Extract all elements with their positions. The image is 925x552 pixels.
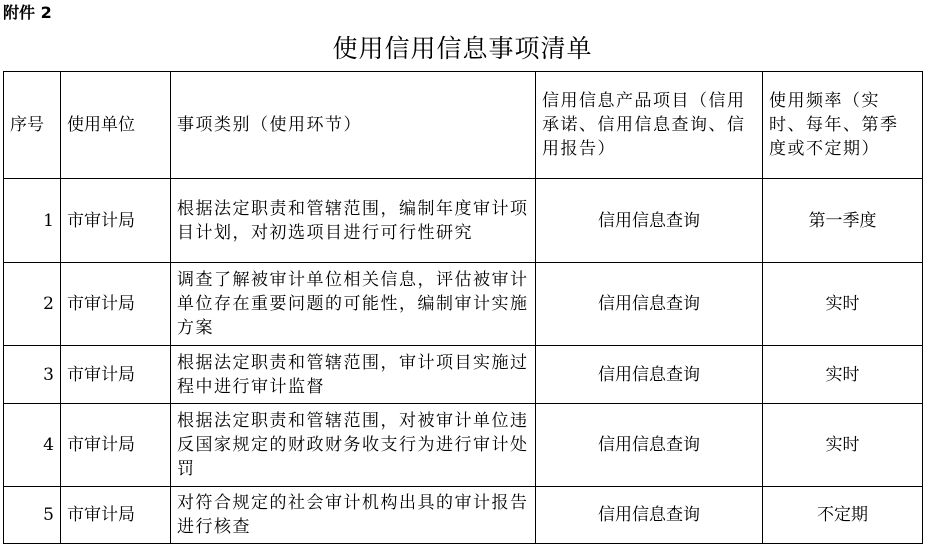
credit-usage-table (3, 71, 923, 544)
row-product: 信用信息查询 (536, 346, 763, 404)
row-unit: 市审计局 (61, 179, 171, 263)
table-header-row (4, 72, 923, 179)
header-no: 序号 (4, 72, 61, 179)
row-no: 3 (4, 346, 61, 404)
row-product: 信用信息查询 (536, 404, 763, 487)
row-no: 4 (4, 404, 61, 487)
row-no: 2 (4, 263, 61, 346)
row-item: 根据法定职责和管辖范围，编制年度审计项目计划，对初选项目进行可行性研究 (171, 179, 536, 263)
attachment-label: 附件 2 (3, 3, 52, 22)
header-frequency: 使用频率（实时、每年、第季度或不定期） (763, 72, 923, 179)
row-product: 信用信息查询 (536, 487, 763, 544)
page-title: 使用信用信息事项清单 (332, 34, 593, 63)
row-no: 1 (4, 179, 61, 263)
row-no: 5 (4, 487, 61, 544)
header-item: 事项类别（使用环节） (171, 72, 536, 179)
table-row (4, 263, 923, 346)
row-item: 调查了解被审计单位相关信息，评估被审计单位存在重要问题的可能性，编制审计实施方案 (171, 263, 536, 346)
row-frequency: 第一季度 (763, 179, 923, 263)
row-product: 信用信息查询 (536, 263, 763, 346)
row-unit: 市审计局 (61, 404, 171, 487)
row-product: 信用信息查询 (536, 179, 763, 263)
table-row (4, 346, 923, 404)
row-frequency: 不定期 (763, 487, 923, 544)
table-row (4, 487, 923, 544)
row-item: 根据法定职责和管辖范围，审计项目实施过程中进行审计监督 (171, 346, 536, 404)
row-unit: 市审计局 (61, 487, 171, 544)
table-row (4, 404, 923, 487)
row-item: 对符合规定的社会审计机构出具的审计报告进行核查 (171, 487, 536, 544)
row-item: 根据法定职责和管辖范围，对被审计单位违反国家规定的财政财务收支行为进行审计处罚 (171, 404, 536, 487)
header-unit: 使用单位 (61, 72, 171, 179)
row-frequency: 实时 (763, 346, 923, 404)
header-product: 信用信息产品项目（信用承诺、信用信息查询、信用报告） (536, 72, 763, 179)
table-row (4, 179, 923, 263)
row-unit: 市审计局 (61, 346, 171, 404)
row-frequency: 实时 (763, 263, 923, 346)
row-frequency: 实时 (763, 404, 923, 487)
row-unit: 市审计局 (61, 263, 171, 346)
